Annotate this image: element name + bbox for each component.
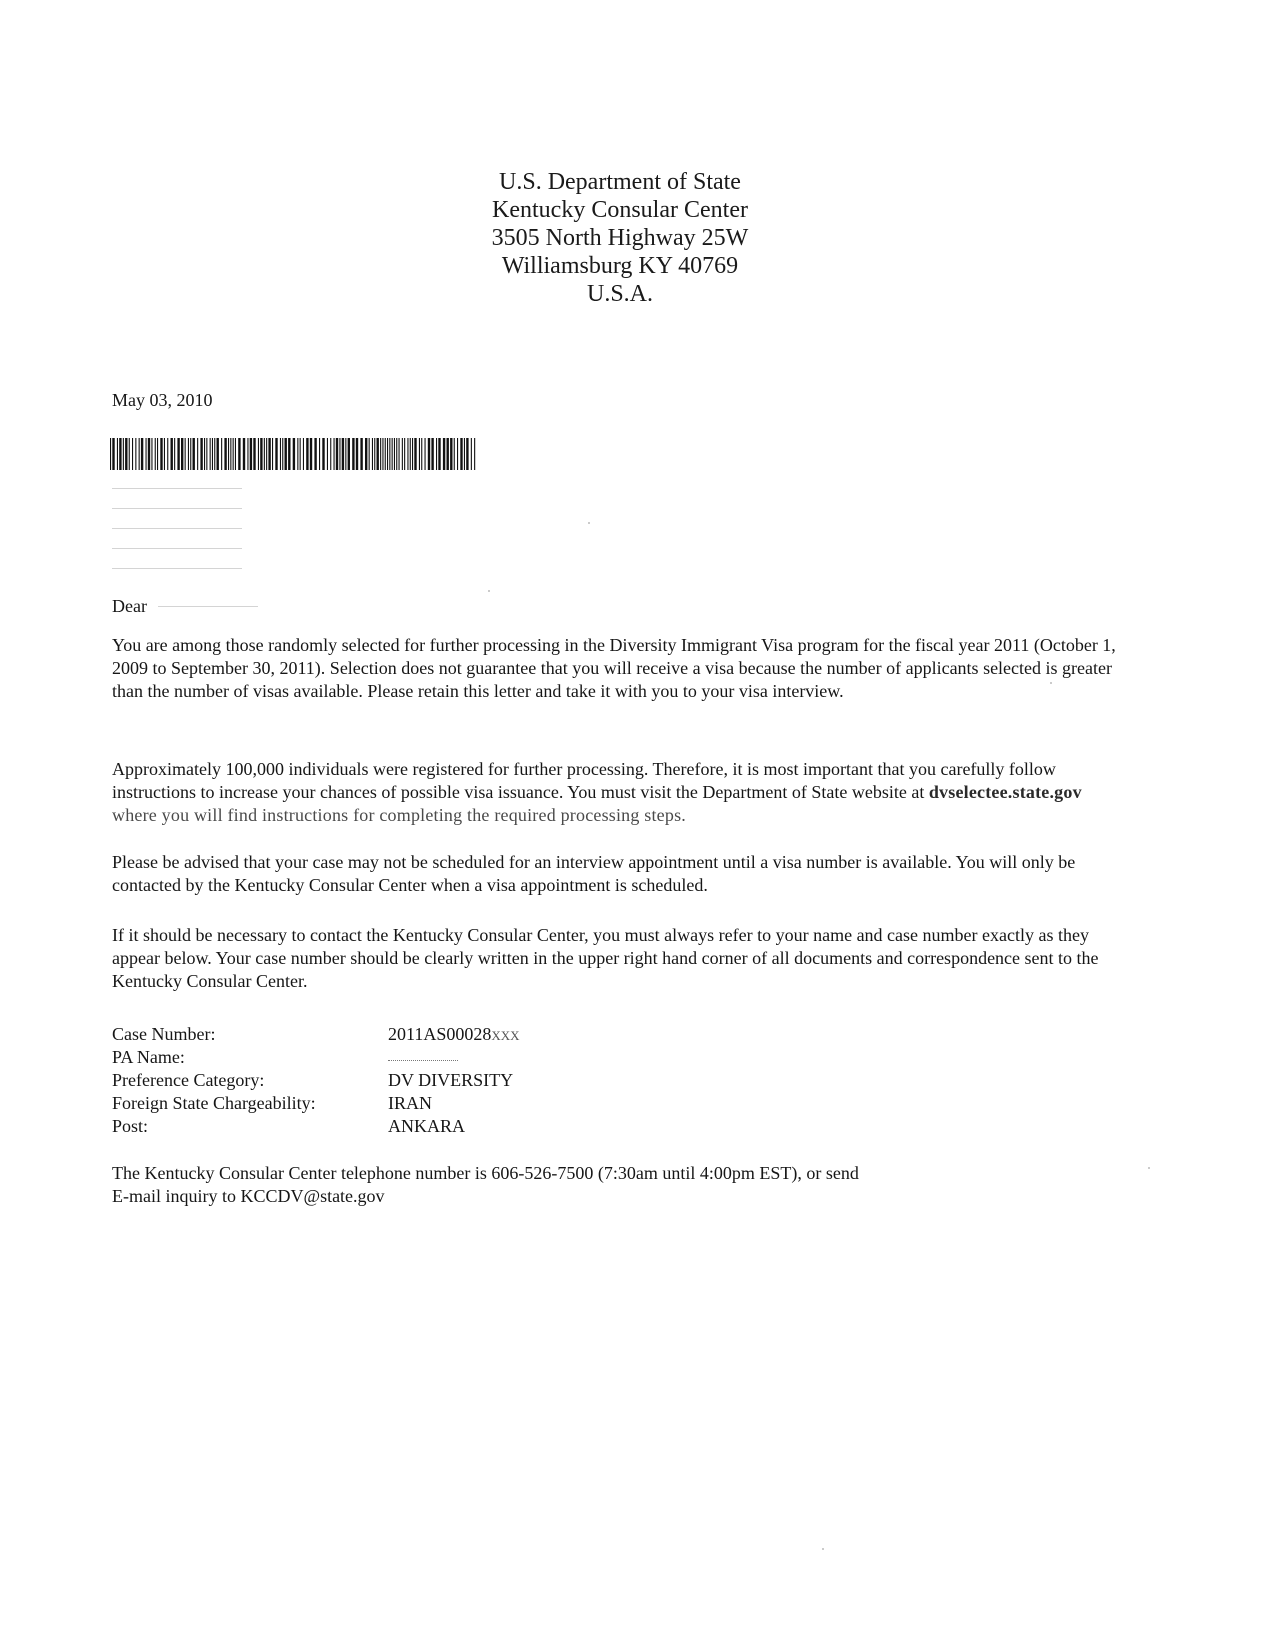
paragraph-scheduling: Please be advised that your case may not be scheduled for an interview appointment until a visa number is available. You will only be contacted by the Kentucky Consular Center when a visa appointment is scheduled. — [112, 852, 1076, 895]
letterhead-street: 3505 North Highway 25W — [491, 225, 749, 251]
redacted-address-line — [112, 508, 242, 509]
letterhead-department: U.S. Department of State — [499, 169, 741, 195]
chargeability-label: Foreign State Chargeability: — [112, 1093, 316, 1113]
barcode — [110, 438, 478, 470]
scan-speck — [822, 1548, 824, 1550]
redacted-address-line — [112, 568, 242, 569]
contact-phone-line: The Kentucky Consular Center telephone number is 606-526-7500 (7:30am until 4:00pm EST), or send — [112, 1163, 859, 1183]
paragraph-instructions-part1: Approximately 100,000 individuals were registered for further processing. Therefore, it is most important that you carefully follow instructions to increase your chances of possible visa issuance. You must visit the Department of State website at — [112, 759, 1056, 802]
preference-label: Preference Category: — [112, 1070, 265, 1090]
pa-name-label: PA Name: — [112, 1047, 185, 1067]
redacted-name-line — [158, 606, 258, 607]
letterhead-city: Williamsburg KY 40769 — [501, 253, 739, 279]
post-value: ANKARA — [388, 1116, 466, 1136]
letterhead — [400, 168, 840, 308]
redacted-address-line — [112, 548, 242, 549]
letterhead-center: Kentucky Consular Center — [492, 197, 748, 223]
scan-speck — [1050, 682, 1052, 684]
letterhead-country: U.S.A. — [586, 281, 653, 307]
scan-speck — [1148, 1167, 1150, 1169]
scan-speck — [488, 590, 490, 592]
paragraph-instructions — [112, 758, 1122, 827]
salutation: Dear — [112, 596, 147, 616]
paragraph-selection: You are among those randomly selected for further processing in the Diversity Immigrant Visa program for the fiscal year 2011 (October 1, 2009 to September 30, 2011). Selection does not guarantee that you will receive a visa because the number of applicants selected is greater than the number of visas available. Please retain this letter and take it with you to your visa interview. — [112, 635, 1116, 701]
website-link: dvselectee.state.gov — [928, 782, 1082, 802]
redacted-address-line — [112, 528, 242, 529]
case-number-label: Case Number: — [112, 1024, 216, 1044]
pa-name-redacted — [388, 1060, 458, 1061]
case-number-suffix: XXX — [491, 1028, 520, 1043]
paragraph-instructions-part2: where you will find instructions for completing the required processing steps. — [112, 805, 686, 825]
chargeability-value: IRAN — [388, 1093, 432, 1113]
case-number-main: 2011AS00028 — [388, 1024, 492, 1044]
contact-email-line: E-mail inquiry to KCCDV@state.gov — [112, 1186, 385, 1206]
contact-info — [112, 1162, 1122, 1208]
post-label: Post: — [112, 1116, 149, 1136]
paragraph-contact-rules: If it should be necessary to contact the Kentucky Consular Center, you must always refer to your name and case number exactly as they appear below. Your case number should be clearly written in the upper right hand corner of all documents and correspondence sent to the Kentucky Consular Center. — [112, 925, 1099, 991]
scan-speck — [588, 522, 590, 524]
redacted-address-line — [112, 488, 242, 489]
case-number-value — [388, 1023, 520, 1047]
letter-date: May 03, 2010 — [112, 390, 213, 410]
preference-value: DV DIVERSITY — [388, 1070, 514, 1090]
